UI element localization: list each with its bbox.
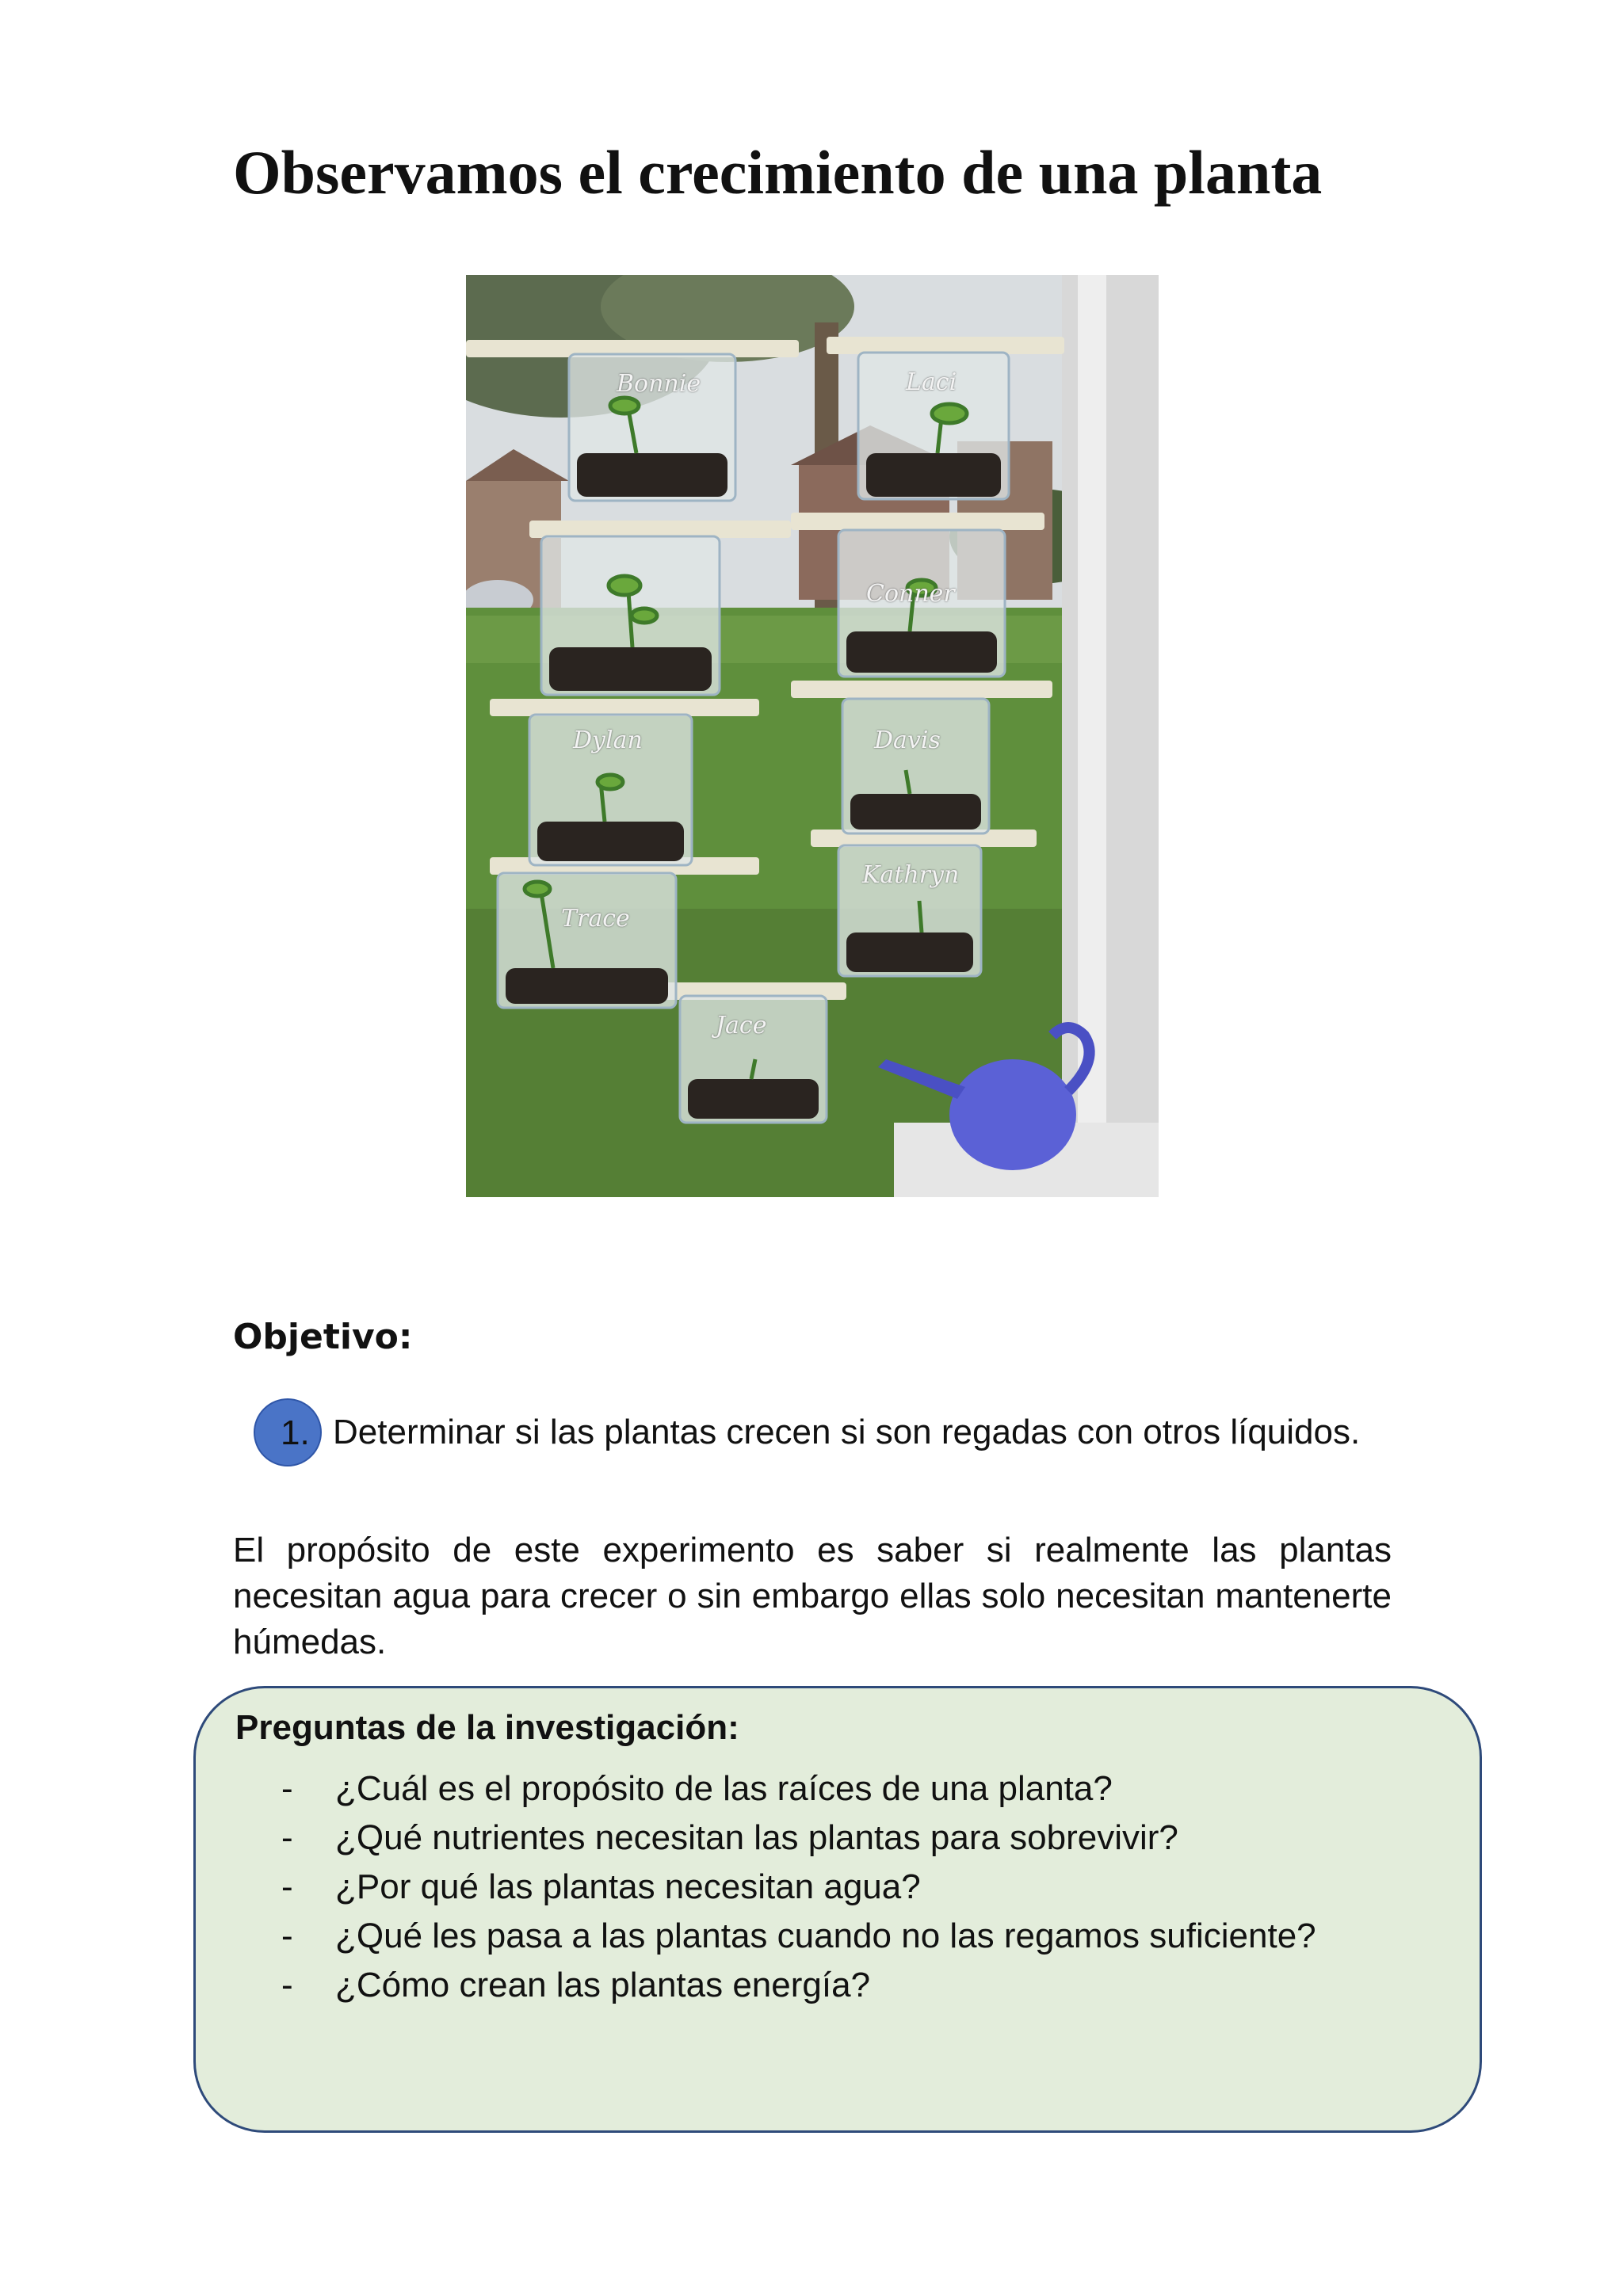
questions-list	[235, 1764, 1394, 2010]
question-text: ¿Qué les pasa a las plantas cuando no las regamos suficiente?	[335, 1917, 1316, 1955]
objective-item-text: Determinar si las plantas crecen si son regadas con otros líquidos.	[333, 1413, 1361, 1451]
plant-experiment-photo	[466, 275, 1159, 1197]
list-item	[235, 1814, 1394, 1863]
bag-label: Kathryn	[862, 861, 960, 889]
questions-heading: Preguntas de la investigación:	[235, 1708, 739, 1747]
dash-bullet: -	[281, 1818, 293, 1857]
dash-bullet: -	[281, 1966, 293, 2004]
research-questions-box	[193, 1686, 1482, 2133]
dash-bullet: -	[281, 1769, 293, 1808]
objective-heading: Objetivo:	[233, 1317, 413, 1357]
question-text: ¿Por qué las plantas necesitan agua?	[335, 1867, 921, 1906]
bag-label: Trace	[561, 905, 630, 933]
bag-label: Laci	[906, 368, 957, 396]
bag-label: Conner	[866, 580, 955, 608]
dash-bullet: -	[281, 1917, 293, 1955]
question-text: ¿Cuál es el propósito de las raíces de una planta?	[335, 1769, 1113, 1808]
window-frame	[1062, 275, 1159, 1197]
purpose-paragraph: El propósito de este experimento es saber si realmente las plantas necesitan agua para crecer o sin embargo ellas solo necesitan mantenerte húmedas.	[233, 1531, 1392, 1661]
bag-label: Dylan	[573, 727, 643, 754]
photo-illustration	[466, 275, 1159, 1197]
list-item	[235, 1961, 1394, 2010]
bag-label: Davis	[874, 727, 941, 754]
list-item	[235, 1764, 1394, 1814]
bag-label: Bonnie	[617, 370, 701, 398]
list-item	[235, 1912, 1394, 1961]
bag-label: Jace	[716, 1012, 767, 1039]
question-text: ¿Qué nutrientes necesitan las plantas para sobrevivir?	[335, 1818, 1178, 1857]
page-title: Observamos el crecimiento de una planta	[233, 138, 1323, 207]
watering-can	[949, 1059, 1076, 1170]
dash-bullet: -	[281, 1867, 293, 1906]
question-text: ¿Cómo crean las plantas energía?	[335, 1966, 871, 2004]
list-number: 1.	[281, 1413, 310, 1452]
list-item	[235, 1863, 1394, 1912]
